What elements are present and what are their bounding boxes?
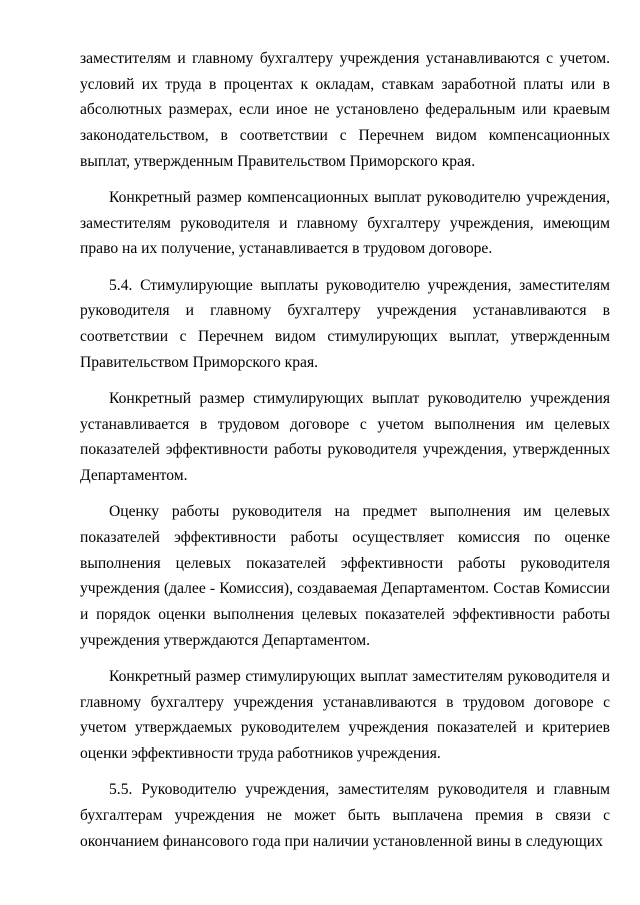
document-page <box>80 46 610 865</box>
paragraph-incentive-amount-director: Конкретный размер стимулирующих выплат руководителю учреждения устанавливается в трудовом договоре с учетом выполнения им целевых показателей эффективности работы руководителя учреждения, утвержденных Департаментом. <box>80 389 610 485</box>
paragraph-compensation-conditions: заместителям и главному бухгалтеру учреждения устанавливаются с учетом. условий их труда в процентах к окладам, ставкам заработной платы или в абсолютных размерах, если иное не установлено федеральным или краевым законодательством, в соответствии с Перечнем видом компенсационных выплат, утвержденным Правительством Приморского края. <box>80 50 610 170</box>
paragraph-evaluation-commission: Оценку работы руководителя на предмет выполнения им целевых показателей эффективности работы осуществляет комиссия по оценке выполнения целевых показателей эффективности работы руководителя учреждения (далее - Комиссия), создаваемая Департаментом. Состав Комиссии и порядок оценки выполнения целевых показателей эффективности работы учреждения утверждаются Департаментом. <box>80 503 610 649</box>
paragraph-section-5-4: 5.4. Стимулирующие выплаты руководителю учреждения, заместителям руководителя и главному бухгалтеру учреждения устанавливаются в соответствии с Перечнем видом стимулирующих выплат, утвержденным Правительством Приморского края. <box>80 276 610 371</box>
paragraph-incentive-amount-deputies: Конкретный размер стимулирующих выплат заместителям руководителя и главному бухгалтеру учреждения устанавливаются в трудовом договоре с учетом утверждаемых руководителем учреждения показателей и критериев оценки эффективности труда работников учреждения. <box>80 667 610 763</box>
paragraph-compensation-amount: Конкретный размер компенсационных выплат руководителю учреждения, заместителям руководителя и главному бухгалтеру учреждения, имеющим право на их получение, устанавливается в трудовом договоре. <box>80 189 610 258</box>
paragraph-section-5-5: 5.5. Руководителю учреждения, заместителям руководителя и главным бухгалтерам учреждения не может быть выплачена премия в связи с окончанием финансового года при наличии установленной вины в следующих <box>80 781 610 850</box>
